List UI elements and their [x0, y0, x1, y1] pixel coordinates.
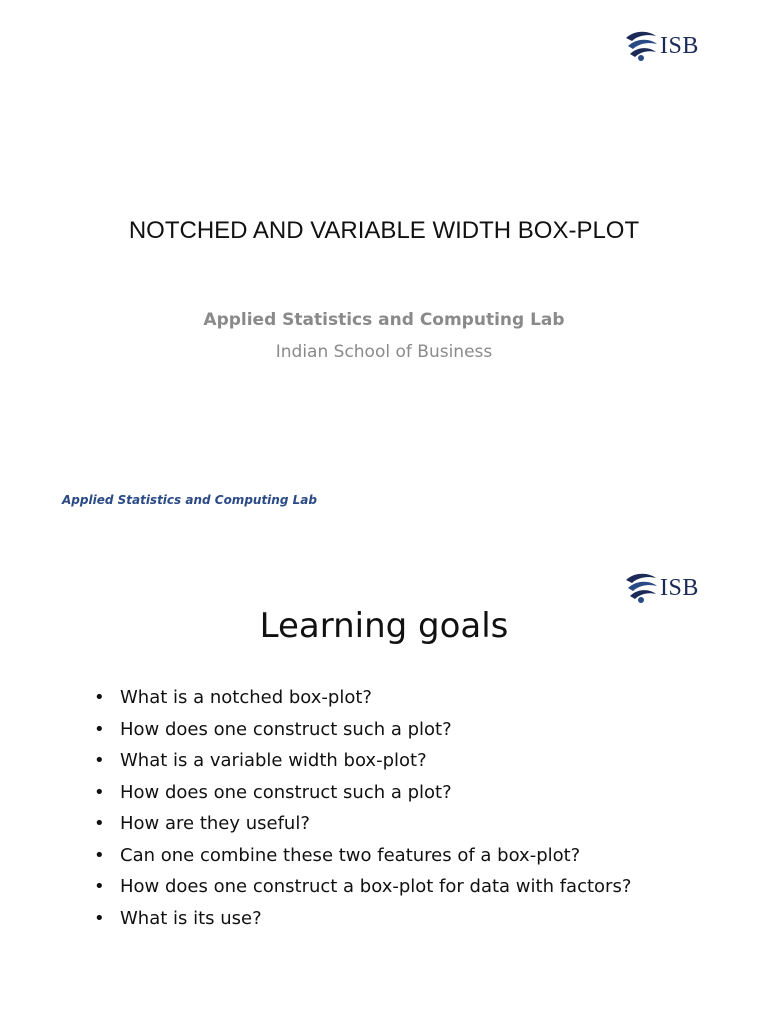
slide-footer: Applied Statistics and Computing Lab — [62, 493, 317, 507]
bullet-icon: • — [94, 718, 105, 740]
bullet-text: What is a notched box-plot? — [120, 687, 372, 708]
isb-logo — [624, 570, 708, 606]
bullet-text: What is a variable width box-plot? — [120, 750, 427, 771]
bullet-icon: • — [94, 813, 105, 834]
isb-logo-icon — [624, 28, 660, 64]
slide-title: NOTCHED AND VARIABLE WIDTH BOX-PLOT — [128, 217, 640, 244]
learning-goals-slide — [0, 512, 768, 1024]
slide-title: Learning goals — [259, 606, 509, 646]
bullet-item — [92, 808, 631, 840]
bullet-item — [92, 840, 631, 872]
bullet-item — [92, 682, 631, 714]
bullet-item — [92, 871, 631, 903]
bullet-icon: • — [94, 844, 105, 866]
bullet-icon: • — [94, 750, 105, 771]
bullet-item — [92, 745, 631, 777]
isb-logo-icon — [624, 570, 660, 606]
bullet-icon: • — [94, 781, 105, 803]
bullet-item — [92, 777, 631, 809]
logo-text: ISB — [660, 33, 699, 59]
bullet-text: How does one construct such a plot? — [120, 718, 452, 740]
bullet-item — [92, 903, 631, 935]
bullet-text: What is its use? — [120, 907, 262, 929]
bullet-item — [92, 714, 631, 746]
bullet-text: Can one combine these two features of a box-plot? — [120, 844, 581, 866]
bullet-icon: • — [94, 907, 105, 929]
isb-logo — [624, 28, 708, 64]
bullet-icon: • — [94, 876, 105, 897]
bullet-icon: • — [94, 687, 105, 708]
bullet-list — [92, 682, 631, 934]
bullet-text: How are they useful? — [120, 813, 310, 834]
bullet-text: How does one construct such a plot? — [120, 781, 452, 803]
bullet-text: How does one construct a box-plot for data with factors? — [120, 876, 632, 897]
school-name: Indian School of Business — [275, 342, 493, 362]
logo-text: ISB — [660, 575, 699, 601]
lab-name: Applied Statistics and Computing Lab — [203, 310, 565, 330]
